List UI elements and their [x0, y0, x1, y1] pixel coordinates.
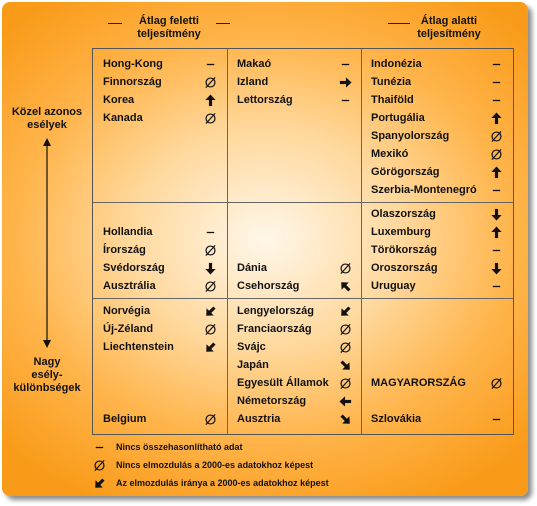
arrow-down-right-icon [338, 358, 352, 372]
country-row [371, 410, 503, 428]
country-row [103, 410, 217, 428]
large-gaps-label: Nagy esély- különbségek [13, 356, 81, 394]
country-name: Izland [237, 76, 269, 88]
country-row [371, 223, 503, 241]
country-row [103, 241, 217, 259]
country-name: Spanyolország [371, 130, 450, 142]
arrow-up-icon [203, 93, 217, 107]
legend-text: Nincs összehasonlítható adat [116, 442, 243, 452]
country-name: Olaszország [371, 208, 436, 220]
dash-icon [489, 243, 503, 257]
legend-text: Az elmozdulás iránya a 2000-es adatokhoz képest [116, 478, 329, 488]
above-average-label: Átlag feletti teljesítmény [137, 15, 201, 40]
country-name: Dánia [237, 262, 267, 274]
country-row [103, 259, 217, 277]
country-row [237, 277, 352, 295]
country-name: Indonézia [371, 58, 422, 70]
dash-icon [203, 225, 217, 239]
country-name: Kanada [103, 112, 143, 124]
dash-icon [489, 412, 503, 426]
country-row [371, 181, 503, 199]
no-change-icon [203, 412, 217, 426]
country-name: Lengyelország [237, 305, 315, 317]
arrow-down-left-icon [203, 340, 217, 354]
country-name: Egyesült Államok [237, 377, 329, 389]
country-name: Japán [237, 359, 269, 371]
country-name: Új-Zéland [103, 323, 154, 335]
country-name: Hong-Kong [103, 58, 163, 70]
no-change-icon [489, 147, 503, 161]
country-row [237, 259, 352, 277]
country-row [103, 338, 217, 356]
country-row [103, 91, 217, 109]
dash-icon [489, 75, 503, 89]
country-row [237, 320, 352, 338]
dash-icon [338, 93, 352, 107]
country-name: Thaiföld [371, 94, 414, 106]
country-row [103, 55, 217, 73]
country-row [103, 109, 217, 127]
country-row [371, 259, 503, 277]
country-name: Szerbia-Montenegró [371, 184, 477, 196]
no-change-icon [489, 129, 503, 143]
country-row [371, 277, 503, 295]
country-row [371, 127, 503, 145]
no-change-icon [338, 340, 352, 354]
country-name: Írország [103, 244, 146, 256]
performance-grid [92, 48, 514, 435]
country-name: Szlovákia [371, 413, 422, 425]
country-row [237, 91, 352, 109]
legend-item [92, 439, 243, 455]
country-name: Liechtenstein [103, 341, 174, 353]
country-row [371, 205, 503, 223]
country-name: Görögország [371, 166, 440, 178]
country-name: Franciaország [237, 323, 312, 335]
below-average-label: Átlag alatti teljesítmény [417, 15, 481, 40]
arrow-up-icon [489, 225, 503, 239]
country-row [103, 277, 217, 295]
country-row [237, 55, 352, 73]
country-name: Ausztrália [103, 280, 156, 292]
arrow-down-left-icon [338, 304, 352, 318]
vertical-double-arrow-icon [40, 138, 54, 348]
country-name: Belgium [103, 413, 147, 425]
arrow-down-left-icon [203, 304, 217, 318]
country-row [371, 145, 503, 163]
country-row [103, 223, 217, 241]
country-row [371, 241, 503, 259]
dash-icon [338, 57, 352, 71]
below-label-left-rule [388, 23, 410, 24]
no-change-icon [203, 243, 217, 257]
country-row [237, 338, 352, 356]
country-row [103, 302, 217, 320]
dash-icon [92, 440, 106, 454]
arrow-up-icon [489, 111, 503, 125]
legend-item [92, 475, 329, 491]
no-change-icon [489, 376, 503, 390]
country-name: Tunézia [371, 76, 412, 88]
country-name: Németország [237, 395, 307, 407]
legend-text: Nincs elmozdulás a 2000-es adatokhoz képest [116, 460, 314, 470]
no-change-icon [203, 279, 217, 293]
country-row [103, 73, 217, 91]
country-name: Norvégia [103, 305, 151, 317]
legend-item [92, 457, 313, 473]
no-change-icon [203, 75, 217, 89]
no-change-icon [92, 458, 106, 472]
diagram-frame [2, 2, 528, 496]
country-name: Luxemburg [371, 226, 431, 238]
country-row [371, 109, 503, 127]
country-row [237, 302, 352, 320]
arrow-down-icon [203, 261, 217, 275]
no-change-icon [338, 376, 352, 390]
country-name: Törökország [371, 244, 438, 256]
country-name: Hollandia [103, 226, 153, 238]
country-name: Lettország [237, 94, 293, 106]
country-name: Oroszország [371, 262, 438, 274]
country-name: Csehország [237, 280, 300, 292]
dash-icon [489, 183, 503, 197]
country-row [237, 392, 352, 410]
dash-icon [489, 57, 503, 71]
country-row [237, 410, 352, 428]
country-name: Finnország [103, 76, 162, 88]
no-change-icon [338, 322, 352, 336]
country-name: MAGYARORSZÁG [371, 377, 466, 389]
country-name: Ausztria [237, 413, 281, 425]
dash-icon [489, 93, 503, 107]
no-change-icon [203, 111, 217, 125]
country-name: Makaó [237, 58, 272, 70]
no-change-icon [338, 261, 352, 275]
above-label-left-rule [108, 23, 122, 24]
dash-icon [489, 279, 503, 293]
country-name: Mexikó [371, 148, 409, 160]
country-name: Svájc [237, 341, 266, 353]
country-row [371, 91, 503, 109]
dash-icon [203, 57, 217, 71]
arrow-down-icon [489, 261, 503, 275]
arrow-right-icon [338, 75, 352, 89]
country-name: Uruguay [371, 280, 416, 292]
arrow-down-left-icon [92, 476, 106, 490]
country-row [237, 356, 352, 374]
above-label-right-rule [216, 23, 230, 24]
country-row [237, 374, 352, 392]
country-name: Portugália [371, 112, 425, 124]
arrow-down-icon [489, 207, 503, 221]
country-row [237, 73, 352, 91]
country-row [103, 320, 217, 338]
country-row [371, 73, 503, 91]
arrow-left-icon [338, 394, 352, 408]
arrow-up-icon [489, 165, 503, 179]
country-name: Svédország [103, 262, 165, 274]
arrow-down-right-icon [338, 412, 352, 426]
country-row [371, 163, 503, 181]
country-name: Korea [103, 94, 135, 106]
arrow-up-left-icon [338, 279, 352, 293]
similar-opportunities-label: Közel azonos esélyek [11, 106, 83, 131]
no-change-icon [203, 322, 217, 336]
country-row [371, 374, 503, 392]
country-row [371, 55, 503, 73]
